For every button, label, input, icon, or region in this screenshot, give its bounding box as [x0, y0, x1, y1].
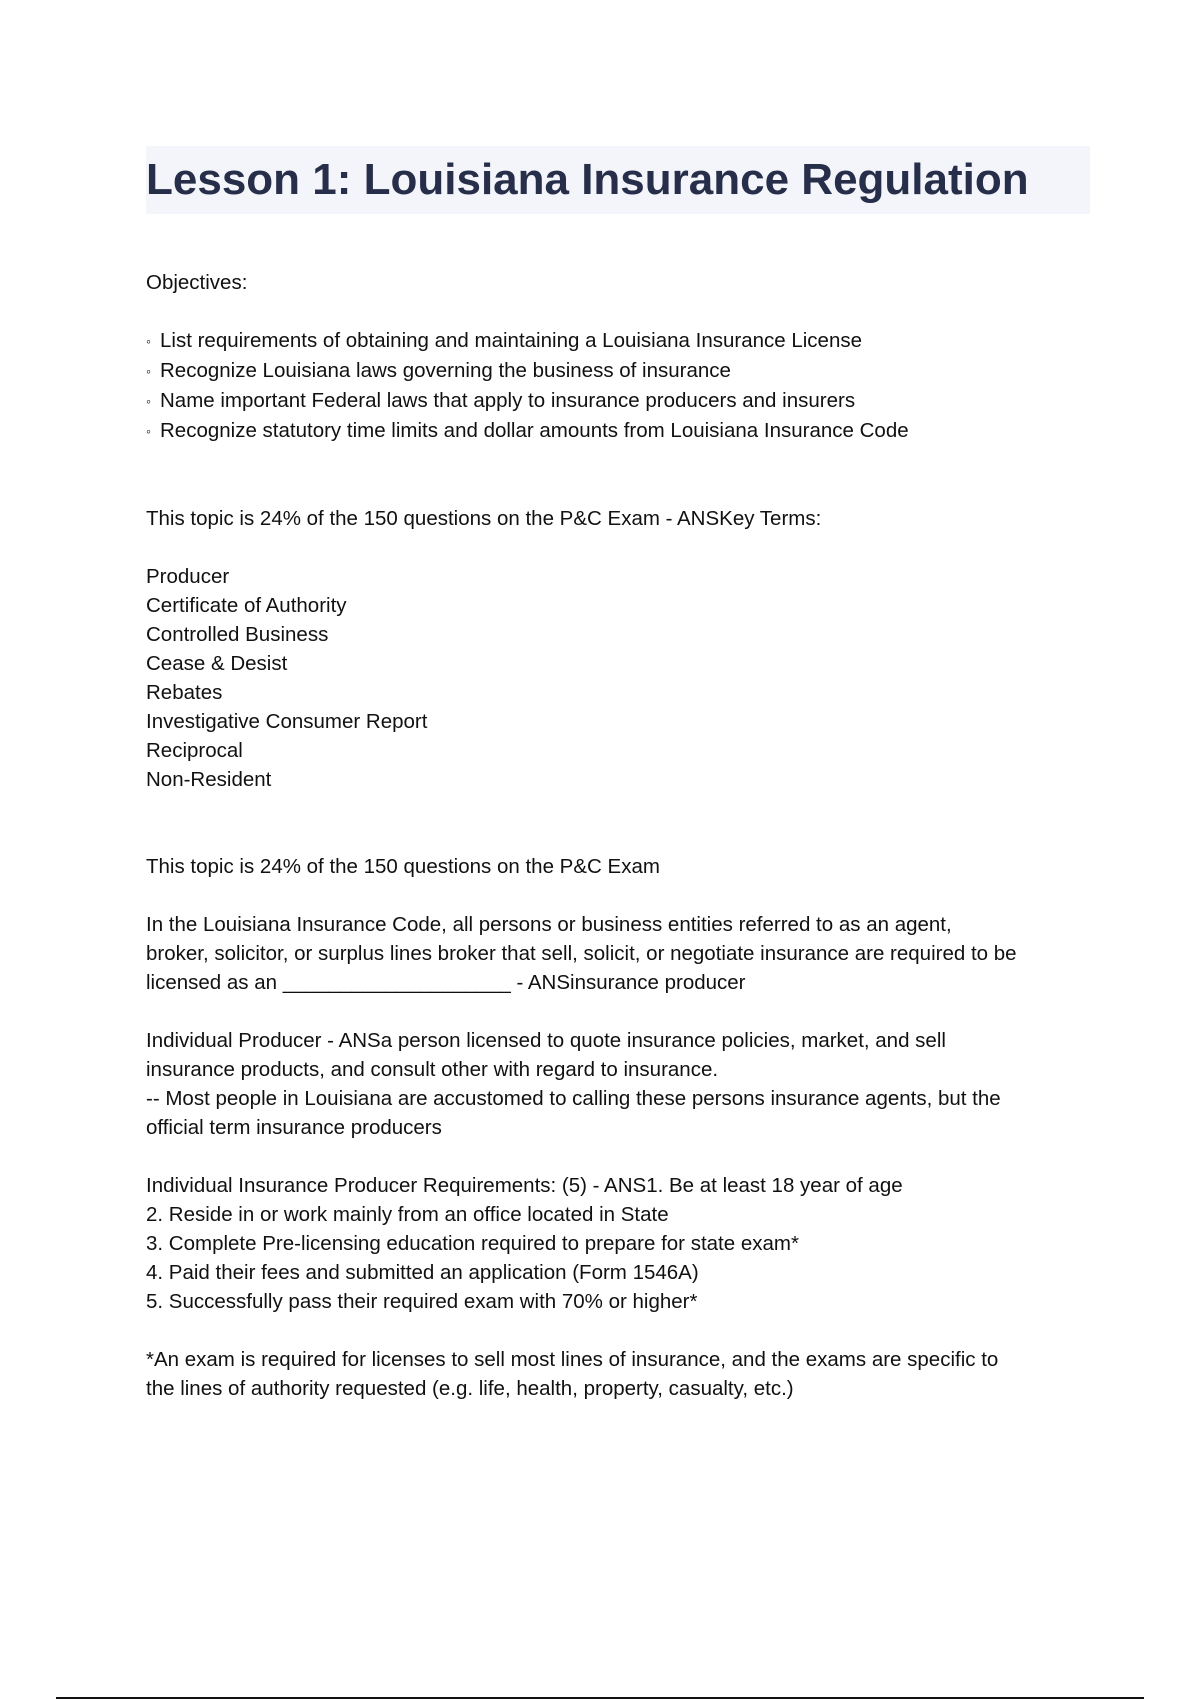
- bullet-icon: ◦: [146, 333, 151, 349]
- key-term: Certificate of Authority: [146, 594, 347, 617]
- individual-producer-paragraph: Individual Producer - ANSa person licensed to quote insurance policies, market, and sell insurance products, and consult other with regard to insurance. -- Most people in Louisiana are accustomed to calling these persons insurance agents, but the official term insurance producers: [146, 1029, 1001, 1139]
- bullet-icon: ◦: [146, 393, 151, 409]
- objective-item: ◦ Name important Federal laws that apply to insurance producers and insurers: [146, 386, 1096, 416]
- objectives-list: [146, 326, 1096, 446]
- licensing-paragraph: In the Louisiana Insurance Code, all persons or business entities referred to as an agent, broker, solicitor, or surplus lines broker that sell, solicit, or negotiate insurance are required to be licensed as an ____________________ - ANSinsurance producer: [146, 913, 1017, 994]
- key-terms-intro: This topic is 24% of the 150 questions on the P&C Exam - ANSKey Terms:: [146, 507, 822, 530]
- footer-divider: [56, 1697, 1144, 1699]
- bullet-icon: ◦: [146, 423, 151, 439]
- objective-item: ◦ List requirements of obtaining and maintaining a Louisiana Insurance License: [146, 326, 1096, 356]
- bullet-icon: ◦: [146, 363, 151, 379]
- key-term: Reciprocal: [146, 739, 243, 762]
- key-terms-list: [146, 562, 1096, 794]
- key-term: Cease & Desist: [146, 652, 288, 675]
- key-term: Rebates: [146, 681, 223, 704]
- objectives-label: Objectives:: [146, 271, 248, 294]
- topic-statement: This topic is 24% of the 150 questions on the P&C Exam: [146, 855, 660, 878]
- key-term: Controlled Business: [146, 623, 329, 646]
- page-title: Lesson 1: Louisiana Insurance Regulation: [146, 155, 1029, 204]
- objective-item: ◦ Recognize statutory time limits and dollar amounts from Louisiana Insurance Code: [146, 416, 1096, 446]
- document-body: [146, 268, 1096, 1403]
- exam-note-paragraph: *An exam is required for licenses to sell most lines of insurance, and the exams are specific to the lines of authority requested (e.g. life, health, property, casualty, etc.): [146, 1348, 999, 1400]
- requirements-paragraph: Individual Insurance Producer Requirements: (5) - ANS1. Be at least 18 year of age 2. Reside in or work mainly from an office located in State 3. Complete Pre-licensing education required to prepare for state exam* 4. Paid their fees and submitted an application (Form 1546A) 5. Successfully pass their required exam with 70% or higher*: [146, 1174, 903, 1313]
- key-term: Non-Resident: [146, 768, 272, 791]
- objective-item: ◦ Recognize Louisiana laws governing the business of insurance: [146, 356, 1096, 386]
- key-term: Investigative Consumer Report: [146, 710, 428, 733]
- key-term: Producer: [146, 565, 230, 588]
